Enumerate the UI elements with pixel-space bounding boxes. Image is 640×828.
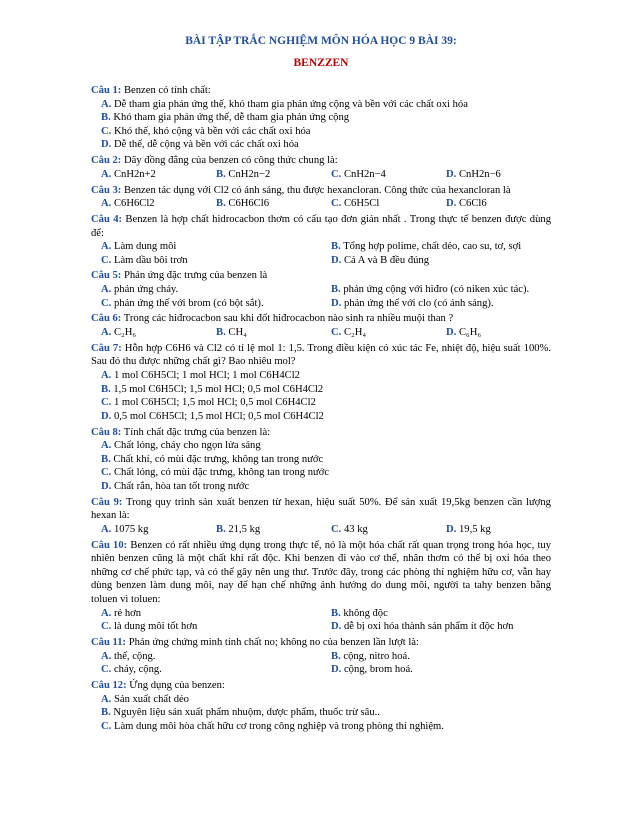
option-text: cộng, brom hoá.	[343, 664, 413, 676]
option-text: CH₄	[228, 327, 247, 339]
option-letter: B.	[331, 650, 341, 662]
option-text: Dễ thế, dễ cộng và bền với các chất oxi hóa	[113, 139, 299, 151]
option-letter: C.	[101, 664, 112, 676]
option-letter: A.	[101, 693, 112, 705]
question-label: Câu 3:	[91, 184, 122, 196]
option-text: CnH2n−2	[228, 168, 271, 180]
question-stem	[91, 679, 551, 693]
question-6	[91, 312, 551, 339]
option-letter: A.	[101, 98, 112, 110]
question-stem	[91, 312, 551, 326]
question-text: Dãy đồng đẳng của benzen có công thức chung là:	[123, 155, 338, 167]
answer-option	[91, 466, 551, 480]
option-text: C6H6Cl6	[228, 198, 269, 210]
option-text: 1075 kg	[113, 523, 149, 535]
option-letter: D.	[446, 168, 457, 180]
question-3	[91, 184, 551, 211]
option-text: C₂H₄	[343, 327, 367, 339]
question-label: Câu 1:	[91, 85, 122, 96]
option-letter: D.	[101, 410, 112, 422]
answer-option	[321, 254, 551, 268]
answer-option	[206, 326, 321, 340]
options-row	[91, 197, 551, 211]
answer-option	[436, 326, 551, 340]
answer-option	[91, 480, 551, 494]
answer-option	[91, 650, 321, 664]
question-5	[91, 269, 551, 310]
option-text: C₆H₆	[458, 327, 482, 339]
option-text: cộng, nitro hoá.	[343, 650, 410, 662]
option-text: Chất lỏng, có mùi đặc trưng, không tan trong nước	[113, 467, 330, 479]
option-text: CnH2n−6	[458, 168, 501, 180]
option-letter: B.	[101, 453, 111, 465]
option-letter: C.	[101, 254, 112, 266]
document-page	[91, 30, 551, 733]
option-letter: C.	[331, 198, 342, 210]
option-letter: D.	[446, 327, 457, 339]
answer-option	[321, 197, 436, 211]
question-text: Benzen là hợp chất hidrocacbon thơm có cấu tạo đơn giản nhất . Trong thực tế benzen được dùng để:	[91, 213, 551, 239]
option-letter: B.	[101, 112, 111, 124]
option-letter: A.	[101, 607, 112, 619]
question-stem	[91, 496, 551, 523]
option-text: Khó tham gia phản ứng thế, dễ tham gia phản ứng cộng	[113, 112, 350, 124]
answer-option	[91, 410, 551, 424]
answer-option	[321, 297, 551, 311]
answer-option	[91, 297, 321, 311]
option-letter: B.	[216, 168, 226, 180]
question-label: Câu 7:	[91, 342, 122, 354]
options-row	[91, 523, 551, 537]
option-text: C6H5Cl	[343, 198, 380, 210]
document-subtitle: BENZZEN	[293, 57, 349, 69]
option-letter: D.	[101, 139, 112, 151]
options-row	[91, 607, 551, 621]
question-label: Câu 4:	[91, 213, 123, 225]
answer-option	[321, 663, 551, 677]
option-text: rẻ hơn	[113, 607, 142, 619]
option-text: dễ bị oxi hóa thành sản phẩm ít độc hơn	[343, 621, 514, 633]
question-stem	[91, 426, 551, 440]
options-row	[91, 168, 551, 182]
option-text: CnH2n−4	[343, 168, 386, 180]
option-letter: B.	[101, 707, 111, 719]
option-text: Khó thế, khó cộng và bền với các chất oxi hóa	[113, 125, 311, 137]
answer-option	[436, 168, 551, 182]
option-letter: C.	[331, 168, 342, 180]
answer-option	[436, 523, 551, 537]
options-row	[91, 254, 551, 268]
question-stem	[91, 636, 551, 650]
option-letter: B.	[216, 327, 226, 339]
option-text: phản ứng thế với brom (có bột sắt).	[113, 297, 264, 309]
question-label: Câu 12:	[91, 680, 127, 691]
question-8	[91, 426, 551, 494]
answer-option	[321, 326, 436, 340]
question-7	[91, 342, 551, 424]
answer-option	[91, 168, 206, 182]
question-label: Câu 5:	[91, 270, 122, 282]
question-4	[91, 213, 551, 267]
option-text: Làm dung môi hòa chất hữu cơ trong công nghiệp và trong phòng thí nghiệm.	[113, 720, 444, 732]
question-label: Câu 10:	[91, 539, 128, 551]
option-text: C₂H₆	[113, 327, 137, 339]
option-letter: C.	[101, 125, 112, 137]
option-letter: A.	[101, 327, 112, 339]
question-12	[91, 679, 551, 733]
answer-option	[321, 283, 551, 297]
option-letter: B.	[216, 198, 226, 210]
answer-option	[91, 369, 551, 383]
option-letter: C.	[101, 467, 112, 479]
option-text: 21,5 kg	[228, 523, 261, 535]
option-text: 1 mol C6H5Cl; 1,5 mol HCl; 0,5 mol C6H4Cl2	[113, 397, 316, 409]
options-row	[91, 650, 551, 664]
answer-option	[321, 620, 551, 634]
option-letter: D.	[331, 664, 342, 676]
answer-option	[91, 693, 551, 707]
option-text: C6H6Cl2	[113, 198, 155, 210]
option-letter: A.	[101, 523, 112, 535]
question-list	[91, 84, 551, 733]
option-text: Tổng hợp polime, chất dẻo, cao su, tơ, sợi	[343, 241, 522, 253]
question-label: Câu 11:	[91, 637, 127, 649]
question-label: Câu 6:	[91, 313, 122, 325]
answer-option	[91, 326, 206, 340]
option-text: không độc	[343, 607, 388, 619]
option-text: cháy, cộng.	[113, 664, 162, 676]
answer-option	[321, 607, 551, 621]
answer-option	[91, 607, 321, 621]
option-text: C6Cl6	[458, 198, 487, 210]
option-letter: D.	[446, 198, 457, 210]
option-text: thế, cộng.	[113, 650, 156, 662]
option-text: Chất lỏng, cháy cho ngọn lửa sáng	[113, 440, 261, 452]
answer-option	[436, 197, 551, 211]
question-10	[91, 539, 551, 634]
answer-option	[91, 439, 551, 453]
answer-option	[91, 706, 551, 720]
option-text: Cả A và B đều đúng	[343, 254, 430, 266]
option-letter: A.	[101, 650, 112, 662]
answer-option	[206, 168, 321, 182]
question-text: Ứng dụng của benzen:	[129, 680, 225, 691]
option-letter: D.	[331, 297, 342, 309]
option-text: Làm dầu bôi trơn	[113, 254, 188, 266]
question-text: Tính chất đặc trưng của benzen là:	[123, 426, 271, 438]
question-stem	[91, 269, 551, 283]
answer-option	[321, 240, 551, 254]
options-row	[91, 283, 551, 297]
answer-option	[91, 283, 321, 297]
options-row	[91, 326, 551, 340]
option-text: Sản xuất chất dẻo	[113, 693, 189, 705]
question-text: Benzen có rất nhiều ứng dụng trong thực tế, nó là một hóa chất rất quan trọng trong hóa học, tuy nhiên benzen cũng là một chất khí rất độc. Khi benzen đi vào cơ thể, nhân thơm có thể bị oxi hóa theo những cơ chế phức tạp, và có thể gây nên ung thư. Trước đây, trong các phòng thí nghiệm hữu cơ, vẫn hay dùng benzen làm dung môi, nay để hạn chế những ảnh hưởng do dung môi, người ta tahy benzen bằng toluen vì toluen:	[91, 539, 552, 606]
answer-option	[91, 254, 321, 268]
option-text: 1 mol C6H5Cl; 1 mol HCl; 1 mol C6H4Cl2	[113, 370, 300, 381]
question-text: Benzen có tính chất:	[123, 85, 211, 96]
question-text: Trong quy trình sản xuất benzen từ hexan, hiệu suất 50%. Để sản xuất 19,5kg benzen cần lượng hexan là:	[91, 496, 551, 522]
answer-option	[91, 523, 206, 537]
option-text: 43 kg	[343, 523, 368, 535]
option-letter: A.	[101, 168, 112, 180]
option-letter: D.	[101, 480, 112, 492]
question-text: Trong các hiđrocacbon sau khi đốt hiđrocacbon nào sinh ra nhiều muội than ?	[123, 313, 454, 325]
question-2	[91, 154, 551, 181]
option-text: Chất khí, có mùi đặc trưng, không tan trong nước	[113, 453, 324, 465]
options-row	[91, 297, 551, 311]
answer-option	[321, 650, 551, 664]
option-text: phản ứng cháy.	[113, 284, 179, 296]
option-letter: B.	[101, 383, 111, 395]
option-letter: C.	[101, 720, 112, 732]
options-row	[91, 620, 551, 634]
answer-option	[91, 125, 551, 139]
answer-option	[321, 523, 436, 537]
options-row	[91, 663, 551, 677]
answer-option	[321, 168, 436, 182]
option-letter: A.	[101, 440, 112, 452]
option-text: là dung môi tốt hơn	[113, 621, 198, 633]
option-letter: C.	[101, 621, 112, 633]
option-letter: A.	[101, 370, 112, 381]
option-text: phản ứng cộng với hiđro (có niken xúc tác).	[343, 284, 530, 296]
question-label: Câu 9:	[91, 496, 123, 508]
question-11	[91, 636, 551, 677]
answer-option	[91, 720, 551, 734]
answer-option	[91, 111, 551, 125]
option-text: Chất rắn, hòa tan tốt trong nước	[113, 480, 250, 492]
option-letter: C.	[101, 297, 112, 309]
option-letter: B.	[331, 241, 341, 253]
answer-option	[91, 663, 321, 677]
options-row	[91, 240, 551, 254]
option-letter: A.	[101, 284, 112, 296]
option-letter: C.	[331, 327, 342, 339]
question-stem	[91, 539, 551, 607]
option-text: 1,5 mol C6H5Cl; 1,5 mol HCl; 0,5 mol C6H4Cl2	[113, 383, 324, 395]
option-text: 19,5 kg	[458, 523, 491, 535]
answer-option	[91, 620, 321, 634]
option-letter: A.	[101, 241, 112, 253]
option-letter: B.	[331, 607, 341, 619]
option-text: Làm dung môi	[113, 241, 177, 253]
question-stem	[91, 184, 551, 198]
answer-option	[91, 138, 551, 152]
option-text: CnH2n+2	[113, 168, 156, 180]
option-text: Dễ tham gia phản ứng thế, khó tham gia phản ứng cộng và bền với các chất oxi hóa	[113, 98, 468, 110]
question-stem	[91, 342, 551, 369]
question-label: Câu 2:	[91, 155, 122, 167]
question-stem	[91, 84, 551, 98]
option-letter: A.	[101, 198, 112, 210]
question-text: Benzen tác dụng với Cl2 có ánh sáng, thu được hexancloran. Công thức của hexancloran là	[123, 184, 511, 196]
option-letter: D.	[331, 621, 342, 633]
answer-option	[91, 383, 551, 397]
answer-option	[91, 197, 206, 211]
question-9	[91, 496, 551, 537]
answer-option	[91, 453, 551, 467]
question-1	[91, 84, 551, 152]
answer-option	[206, 197, 321, 211]
answer-option	[91, 98, 551, 112]
option-letter: B.	[331, 284, 341, 296]
question-label: Câu 8:	[91, 426, 122, 438]
option-letter: B.	[216, 523, 226, 535]
question-stem	[91, 154, 551, 168]
option-text: phản ứng thế với clo (có ánh sáng).	[343, 297, 494, 309]
question-text: Phản ứng đặc trưng của benzen là	[123, 270, 268, 282]
answer-option	[91, 396, 551, 410]
question-text: Hỗn hợp C6H6 và Cl2 có tỉ lệ mol 1: 1,5. Trong điều kiện có xúc tác Fe, nhiệt độ, hiệu suất 100%. Sau đó thu được những chất gì? Bao nhiêu mol?	[91, 342, 552, 368]
answer-option	[206, 523, 321, 537]
answer-option	[91, 240, 321, 254]
option-text: Nguyên liệu sản xuất phẩm nhuộm, dược phẩm, thuốc trừ sâu..	[113, 707, 380, 719]
option-letter: C.	[101, 397, 112, 409]
option-letter: D.	[331, 254, 342, 266]
option-letter: C.	[331, 523, 342, 535]
option-text: 0,5 mol C6H5Cl; 1,5 mol HCl; 0,5 mol C6H4Cl2	[113, 410, 324, 422]
question-stem	[91, 213, 551, 240]
document-title: BÀI TẬP TRẮC NGHIỆM MÔN HÓA HỌC 9 BÀI 39:	[185, 35, 457, 47]
question-text: Phản ứng chứng minh tính chất no; không no của benzen lần lượt là:	[128, 637, 419, 649]
option-letter: D.	[446, 523, 457, 535]
